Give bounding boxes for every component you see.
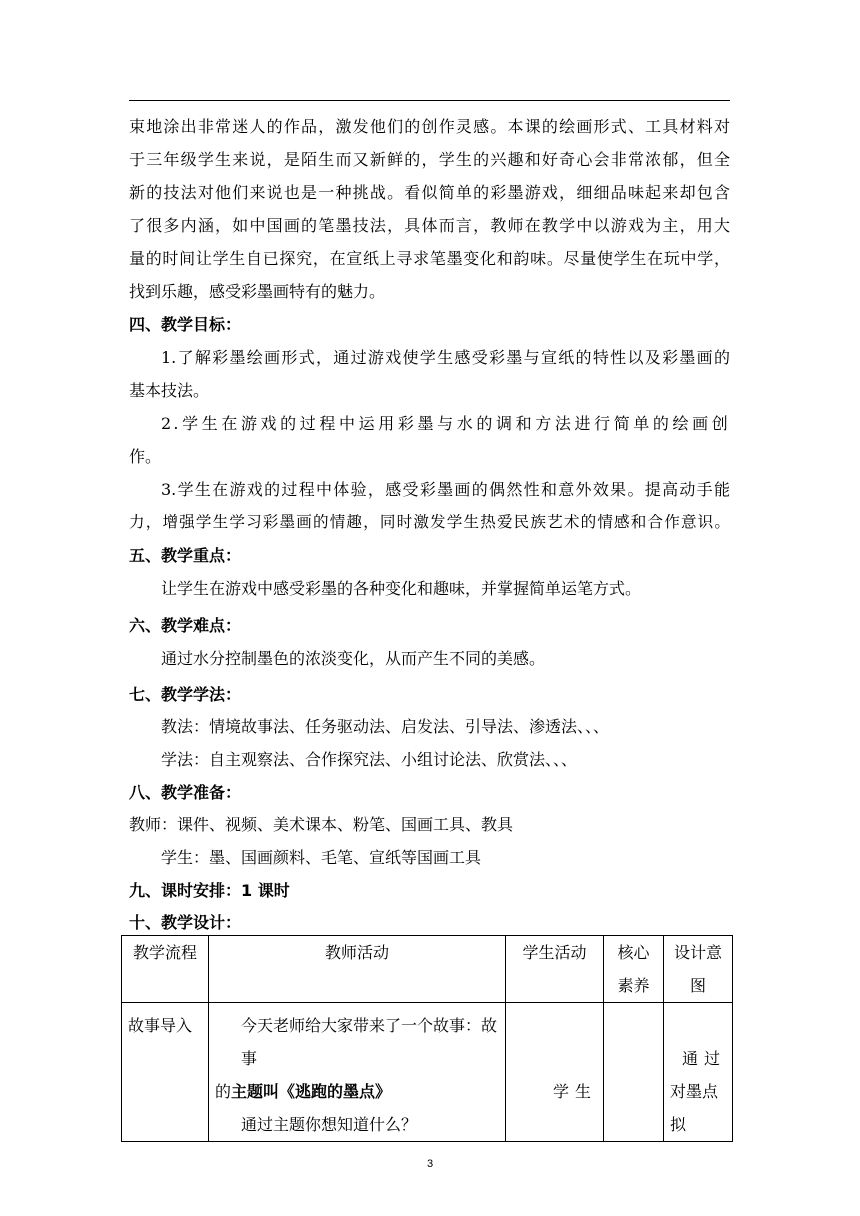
header-cell-flow: 教学流程 bbox=[122, 936, 209, 1003]
intro-line: 新的技法对他们来说也是一种挑战。看似简单的彩墨游戏，细细品味起来却包含 bbox=[129, 183, 730, 202]
header-cell-student: 学生活动 bbox=[506, 936, 604, 1003]
table-row bbox=[122, 1003, 733, 1142]
intro-line: 找到乐趣，感受彩墨画特有的魅力。 bbox=[129, 282, 386, 301]
table-header-row bbox=[122, 936, 733, 1003]
header-cell-intent bbox=[664, 936, 733, 1003]
prep-text-wrap bbox=[129, 808, 730, 874]
header-core-line: 核心 bbox=[617, 943, 650, 962]
lesson-design-table bbox=[121, 935, 733, 1142]
goal-item-line: 力，增强学生学习彩墨画的情趣，同时激发学生热爱民族艺术的情感和合作意识。 bbox=[129, 513, 730, 531]
row-student-cell: 学生 bbox=[506, 1003, 604, 1142]
header-core-line: 素养 bbox=[617, 976, 650, 995]
section-heading-schedule: 九、课时安排：1 课时 bbox=[129, 881, 290, 900]
header-rule bbox=[129, 100, 730, 101]
teacher-line: 今天老师给大家带来了一个故事：故事 bbox=[241, 1016, 498, 1068]
intro-line: 于三年级学生来说，是陌生而又新鲜的，学生的兴趣和好奇心会非常浓郁，但全 bbox=[129, 150, 730, 169]
row-intent-cell bbox=[664, 1003, 733, 1142]
learning-methods-text: 学法：自主观察法、合作探究法、小组讨论法、欣赏法、、、 bbox=[161, 750, 578, 769]
key-points-text: 让学生在游戏中感受彩墨的各种变化和趣味，并掌握简单运笔方式。 bbox=[161, 579, 642, 598]
teacher-line bbox=[215, 1075, 499, 1108]
goal-item-line: 作。 bbox=[129, 447, 162, 466]
row-core-cell bbox=[604, 1003, 664, 1142]
section-heading-difficulties: 六、教学难点： bbox=[129, 616, 242, 635]
header-cell-core bbox=[604, 936, 664, 1003]
header-intent-line: 图 bbox=[689, 976, 706, 995]
page-number: 3 bbox=[426, 1158, 434, 1170]
section-heading-methods: 七、教学学法： bbox=[129, 685, 242, 704]
goal-item-line: 基本技法。 bbox=[129, 381, 210, 400]
story-title: 主题叫《逃跑的墨点》 bbox=[231, 1082, 392, 1101]
goals-list bbox=[129, 341, 730, 539]
section-heading-goals: 四、教学目标： bbox=[129, 315, 242, 334]
section-heading-key-points: 五、教学重点： bbox=[129, 546, 242, 565]
row-teacher-cell bbox=[209, 1003, 506, 1142]
row-flow-cell: 故事导入 bbox=[122, 1003, 209, 1142]
key-points-text-wrap bbox=[129, 572, 730, 605]
teaching-methods-text: 教法：情境故事法、任务驱动法、启发法、引导法、渗透法、、、 bbox=[161, 717, 610, 736]
goal-item-line: 1.了解彩墨绘画形式，通过游戏使学生感受彩墨与宣纸的特性以及彩墨画的 bbox=[161, 348, 730, 367]
intent-line: 通过 bbox=[681, 1049, 726, 1068]
difficulties-text-wrap bbox=[129, 642, 730, 675]
methods-text-wrap bbox=[129, 710, 730, 776]
intent-line: 对墨点拟 bbox=[670, 1082, 719, 1134]
intro-paragraph bbox=[129, 110, 730, 308]
prep-student-text: 学生：墨、国画颜料、毛笔、宣纸等国画工具 bbox=[161, 848, 482, 867]
section-heading-prep: 八、教学准备： bbox=[129, 783, 242, 802]
intro-line: 束地涂出非常迷人的作品，激发他们的创作灵感。本课的绘画形式、工具材料对 bbox=[129, 117, 730, 136]
intro-line: 了很多内涵，如中国画的笔墨技法，具体而言，教师在教学中以游戏为主，用大 bbox=[129, 216, 730, 235]
teacher-line: 通过主题你想知道什么？ bbox=[241, 1115, 418, 1134]
difficulties-text: 通过水分控制墨色的浓淡变化，从而产生不同的美感。 bbox=[161, 649, 546, 668]
header-cell-teacher: 教师活动 bbox=[209, 936, 506, 1003]
goal-item-line: 2.学生在游戏的过程中运用彩墨与水的调和方法进行简单的绘画创 bbox=[161, 414, 730, 433]
goal-item-line: 3.学生在游戏的过程中体验，感受彩墨画的偶然性和意外效果。提高动手能 bbox=[161, 480, 730, 499]
prep-teacher-text: 教师：课件、视频、美术课本、粉笔、国画工具、教具 bbox=[129, 815, 514, 834]
teacher-line-prefix: 的 bbox=[215, 1082, 232, 1101]
header-intent-line: 设计意 bbox=[673, 943, 722, 962]
intro-line: 量的时间让学生自已探究，在宣纸上寻求笔墨变化和韵味。尽量使学生在玩中学， bbox=[129, 249, 730, 268]
section-heading-design: 十、教学设计： bbox=[129, 913, 242, 932]
